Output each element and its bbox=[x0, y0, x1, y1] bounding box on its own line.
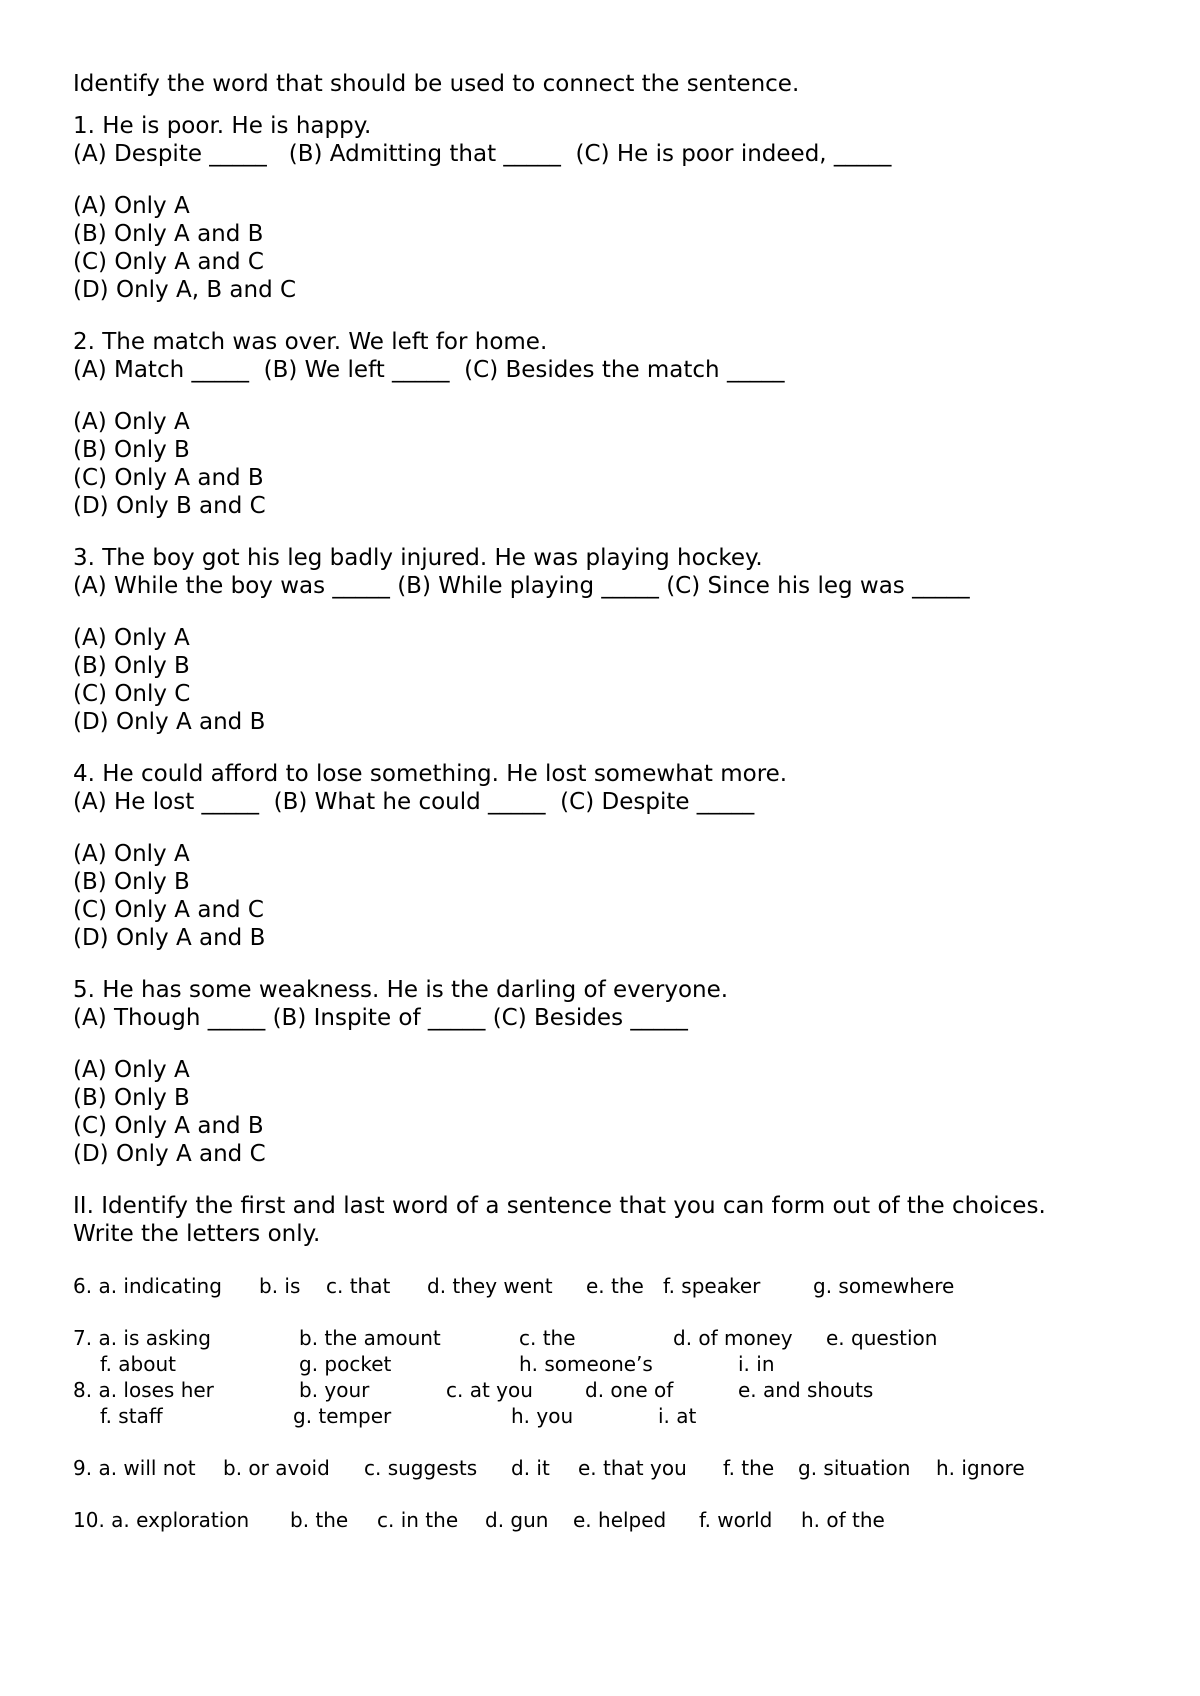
q8-option: d. one of bbox=[585, 1378, 674, 1402]
q10-option: b. the bbox=[290, 1508, 349, 1532]
question-1-stem: 1. He is poor. He is happy. bbox=[73, 113, 372, 139]
question-5-answer-d: (D) Only A and C bbox=[73, 1141, 266, 1167]
question-5-choices: (A) Though _____ (B) Inspite of _____ (C) Besides _____ bbox=[73, 1005, 688, 1031]
question-3-answer-d: (D) Only A and B bbox=[73, 709, 266, 735]
q7-option: i. in bbox=[738, 1352, 775, 1376]
question-2-answer-c: (C) Only A and B bbox=[73, 465, 264, 491]
question-1-answer-d: (D) Only A, B and C bbox=[73, 277, 297, 303]
question-1-answer-a: (A) Only A bbox=[73, 193, 190, 219]
q10-option: e. helped bbox=[573, 1508, 667, 1532]
q7-option: b. the amount bbox=[299, 1326, 441, 1350]
section1-instruction: Identify the word that should be used to connect the sentence. bbox=[73, 71, 800, 97]
question-1-choices: (A) Despite _____ (B) Admitting that _____ (C) He is poor indeed, _____ bbox=[73, 141, 892, 167]
question-5-answer-a: (A) Only A bbox=[73, 1057, 190, 1083]
q7-option: h. someone’s bbox=[519, 1352, 653, 1376]
q10-option: h. of the bbox=[801, 1508, 885, 1532]
question-4-answer-d: (D) Only A and B bbox=[73, 925, 266, 951]
q7-option: 7. a. is asking bbox=[73, 1326, 211, 1350]
q9-option: e. that you bbox=[578, 1456, 687, 1480]
q8-option: g. temper bbox=[293, 1404, 392, 1428]
q10-option: f. world bbox=[699, 1508, 773, 1532]
q6-option: c. that bbox=[326, 1274, 391, 1298]
question-3-choices: (A) While the boy was _____ (B) While playing _____ (C) Since his leg was _____ bbox=[73, 573, 970, 599]
q7-option: c. the bbox=[519, 1326, 576, 1350]
q8-option: e. and shouts bbox=[738, 1378, 874, 1402]
question-4-answer-c: (C) Only A and C bbox=[73, 897, 264, 923]
q7-option: d. of money bbox=[673, 1326, 793, 1350]
question-2-choices: (A) Match _____ (B) We left _____ (C) Besides the match _____ bbox=[73, 357, 785, 383]
q8-option: c. at you bbox=[446, 1378, 533, 1402]
q8-option: f. staff bbox=[100, 1404, 163, 1428]
q7-option: f. about bbox=[100, 1352, 177, 1376]
question-5-stem: 5. He has some weakness. He is the darling of everyone. bbox=[73, 977, 729, 1003]
q8-option: b. your bbox=[299, 1378, 370, 1402]
q9-option: f. the bbox=[723, 1456, 775, 1480]
question-3-stem: 3. The boy got his leg badly injured. He was playing hockey. bbox=[73, 545, 763, 571]
section2-instruction-line2: Write the letters only. bbox=[73, 1221, 321, 1247]
section2-instruction-line1: II. Identify the first and last word of a sentence that you can form out of the choices. bbox=[73, 1193, 1046, 1219]
question-2-stem: 2. The match was over. We left for home. bbox=[73, 329, 548, 355]
question-3-answer-a: (A) Only A bbox=[73, 625, 190, 651]
question-2-answer-d: (D) Only B and C bbox=[73, 493, 266, 519]
q7-option: g. pocket bbox=[299, 1352, 392, 1376]
question-4-answer-b: (B) Only B bbox=[73, 869, 190, 895]
question-5-answer-b: (B) Only B bbox=[73, 1085, 190, 1111]
question-5-answer-c: (C) Only A and B bbox=[73, 1113, 264, 1139]
question-1-answer-b: (B) Only A and B bbox=[73, 221, 264, 247]
question-4-choices: (A) He lost _____ (B) What he could _____ (C) Despite _____ bbox=[73, 789, 755, 815]
q9-option: g. situation bbox=[798, 1456, 911, 1480]
q6-option: d. they went bbox=[427, 1274, 553, 1298]
q8-option: i. at bbox=[658, 1404, 697, 1428]
q6-option: 6. a. indicating bbox=[73, 1274, 222, 1298]
q10-option: 10. a. exploration bbox=[73, 1508, 250, 1532]
q6-option: e. the bbox=[586, 1274, 644, 1298]
question-4-answer-a: (A) Only A bbox=[73, 841, 190, 867]
q8-option: h. you bbox=[511, 1404, 574, 1428]
q6-option: f. speaker bbox=[663, 1274, 761, 1298]
question-1-answer-c: (C) Only A and C bbox=[73, 249, 264, 275]
q9-option: c. suggests bbox=[364, 1456, 478, 1480]
question-2-answer-a: (A) Only A bbox=[73, 409, 190, 435]
q9-option: b. or avoid bbox=[223, 1456, 330, 1480]
q6-option: b. is bbox=[259, 1274, 301, 1298]
question-2-answer-b: (B) Only B bbox=[73, 437, 190, 463]
q9-option: 9. a. will not bbox=[73, 1456, 196, 1480]
q10-option: c. in the bbox=[377, 1508, 459, 1532]
q10-option: d. gun bbox=[485, 1508, 549, 1532]
question-3-answer-c: (C) Only C bbox=[73, 681, 191, 707]
question-4-stem: 4. He could afford to lose something. He lost somewhat more. bbox=[73, 761, 788, 787]
q7-option: e. question bbox=[826, 1326, 938, 1350]
q9-option: h. ignore bbox=[936, 1456, 1025, 1480]
question-3-answer-b: (B) Only B bbox=[73, 653, 190, 679]
q8-option: 8. a. loses her bbox=[73, 1378, 214, 1402]
q6-option: g. somewhere bbox=[813, 1274, 955, 1298]
q9-option: d. it bbox=[511, 1456, 550, 1480]
